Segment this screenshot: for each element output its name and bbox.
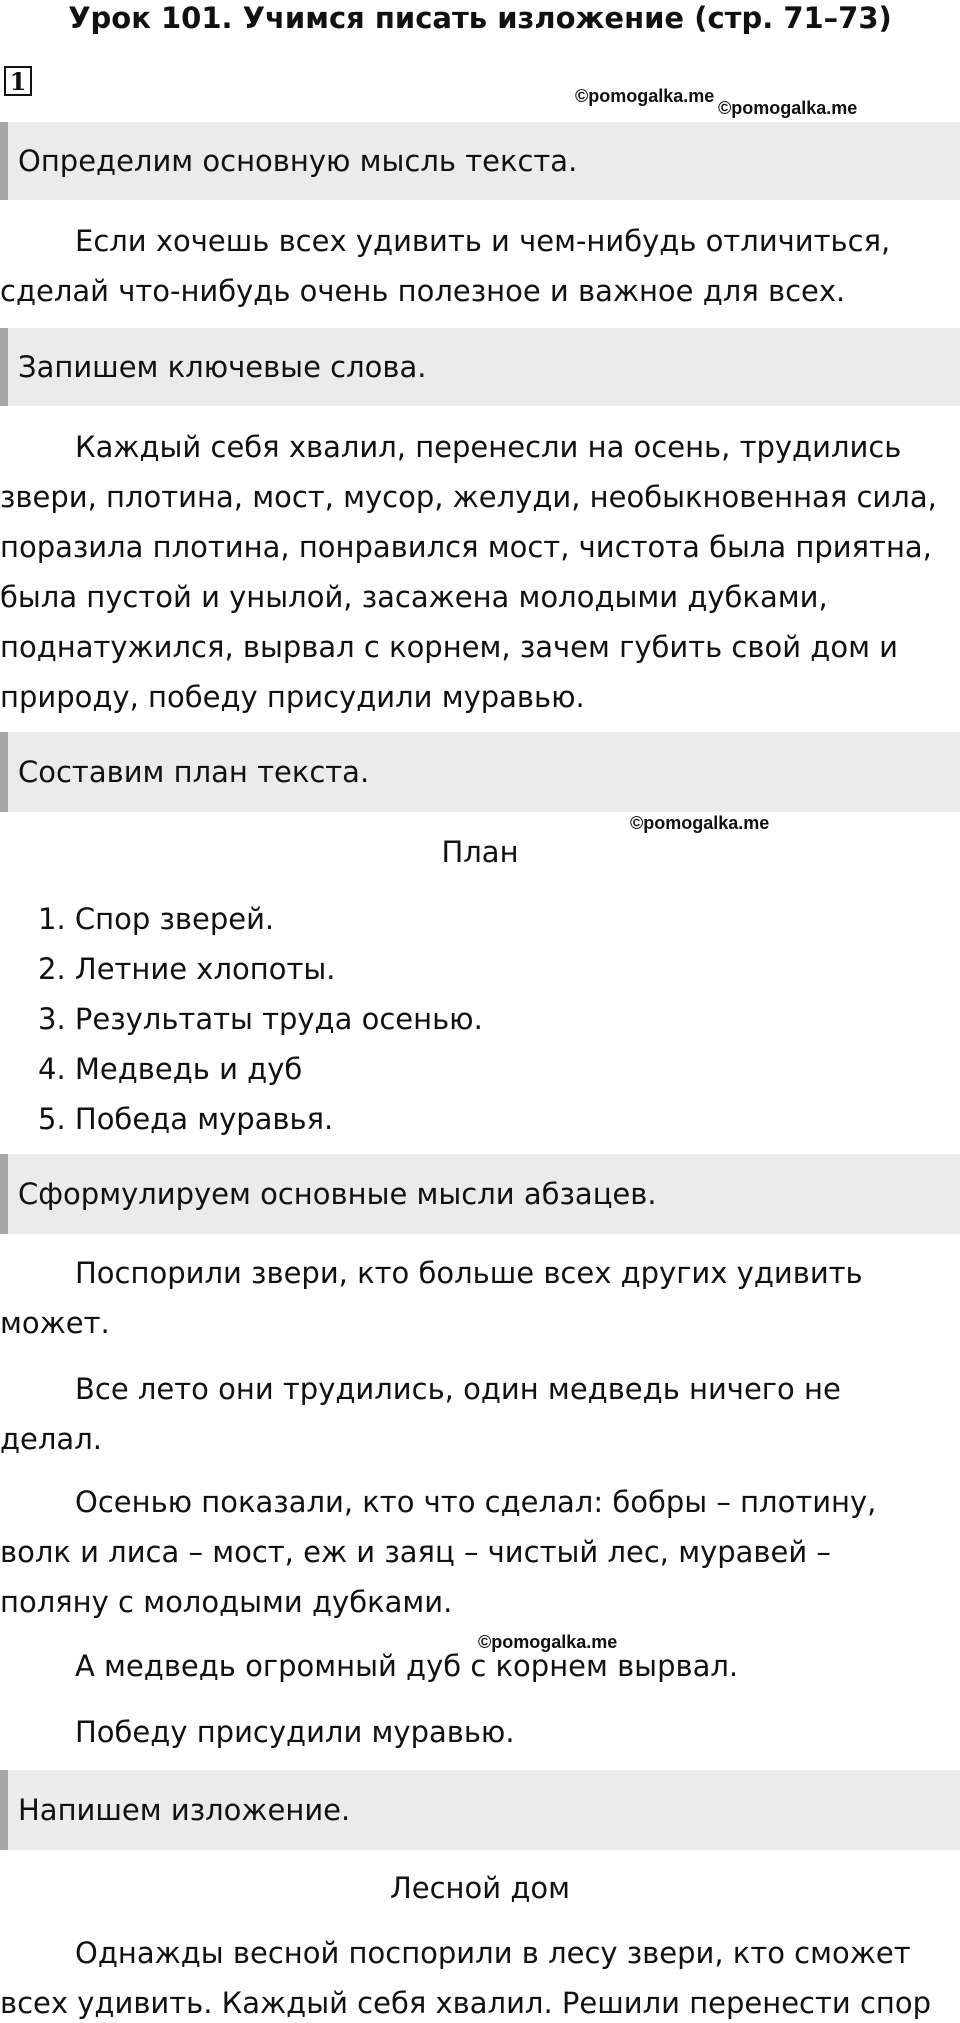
story-text: [0, 1928, 960, 2023]
watermark: ©pomogalka.me: [630, 813, 770, 833]
text-line: может.: [0, 1306, 110, 1340]
watermark: ©pomogalka.me: [478, 1632, 618, 1652]
watermark: ©pomogalka.me: [718, 98, 858, 118]
section-header-plan: Составим план текста.: [0, 732, 960, 812]
text-line: Поспорили звери, кто больше всех других удивить: [75, 1256, 863, 1290]
plan-item: 3. Результаты труда осенью.: [38, 1002, 483, 1036]
text-line: Если хочешь всех удивить и чем-нибудь отличиться,: [75, 224, 891, 258]
section-header-write-exposition: Напишем изложение.: [0, 1770, 960, 1850]
section-header-main-idea: Определим основную мысль текста.: [0, 122, 960, 200]
text-line: Каждый себя хвалил, перенесли на осень, трудились: [75, 430, 902, 464]
paragraph-idea: [0, 1364, 960, 1464]
text-line: звери, плотина, мост, мусор, желуди, необыкновенная сила,: [0, 480, 937, 514]
text-line: Все лето они трудились, один медведь ничего не: [75, 1372, 841, 1406]
watermark: ©pomogalka.me: [575, 86, 715, 106]
text-line: всех удивить. Каждый себя хвалил. Решили перенести спор: [0, 1986, 932, 2020]
plan-item: 4. Медведь и дуб: [38, 1052, 303, 1086]
page-title: Урок 101. Учимся писать изложение (стр. 71–73): [68, 1, 892, 35]
main-idea-text: [0, 216, 960, 316]
section-header-keywords: Запишем ключевые слова.: [0, 328, 960, 406]
text-line: поразила плотина, понравился мост, чистота была приятна,: [0, 530, 932, 564]
keywords-text: [0, 422, 960, 722]
text-line: сделай что-нибудь очень полезное и важное для всех.: [0, 274, 846, 308]
plan-item: 1. Спор зверей.: [38, 902, 275, 936]
text-line: Победу присудили муравью.: [75, 1715, 515, 1749]
text-line: Однажды весной поспорили в лесу звери, кто сможет: [75, 1936, 911, 1970]
plan-item: 5. Победа муравья.: [38, 1102, 334, 1136]
story-title: Лесной дом: [389, 1871, 571, 1905]
text-line: была пустой и унылой, засажена молодыми дубками,: [0, 580, 828, 614]
paragraph-idea: [0, 1707, 960, 1757]
text-line: делал.: [0, 1422, 102, 1456]
text-line: поляну с молодыми дубками.: [0, 1585, 453, 1619]
text-line: природу, победу присудили муравью.: [0, 680, 585, 714]
task-number-box: 1: [4, 66, 32, 96]
section-header-paragraph-ideas: Сформулируем основные мысли абзацев.: [0, 1154, 960, 1234]
paragraph-idea: [0, 1477, 960, 1627]
paragraph-idea: [0, 1641, 960, 1691]
text-line: Осенью показали, кто что сделал: бобры – плотину,: [75, 1485, 877, 1519]
text-line: волк и лиса – мост, еж и заяц – чистый лес, муравей –: [0, 1535, 831, 1569]
plan-title: План: [441, 835, 519, 869]
text-line: поднатужился, вырвал с корнем, зачем губить свой дом и: [0, 630, 899, 664]
paragraph-idea: [0, 1248, 960, 1348]
plan-item: 2. Летние хлопоты.: [38, 952, 336, 986]
plan-list: [38, 894, 483, 1144]
text-line: А медведь огромный дуб с корнем вырвал.: [75, 1649, 739, 1683]
